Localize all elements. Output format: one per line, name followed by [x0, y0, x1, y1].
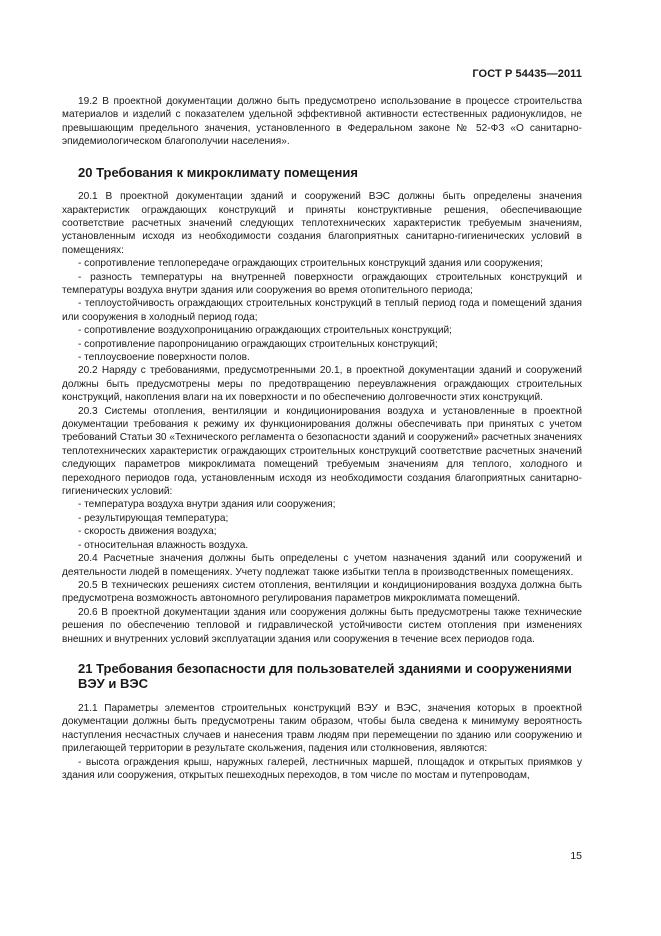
paragraph-20-2: 20.2 Наряду с требованиями, предусмотренными 20.1, в проектной документации зданий и сооружений должны быть предусмотрены меры по предотвращению переувлажнения ограждающих строительных конструкций, накопления влаги на их поверхности и по обеспечению долговечности этих конструкций.	[62, 365, 582, 404]
list-item: - теплоусвоение поверхности полов.	[78, 352, 250, 363]
page-number: 15	[570, 850, 582, 862]
section-heading-20: 20 Требования к микроклимату помещения	[78, 164, 358, 180]
paragraph-20-4: 20.4 Расчетные значения должны быть определены с учетом назначения зданий или сооружений и деятельности людей в помещениях. Учету подлежат также избытки тепла в производственных помещениях.	[62, 553, 582, 578]
list-item: - разность температуры на внутренней поверхности ограждающих строительных конструкций и температуры воздуха внутри здания или сооружения во время отопительного периода;	[62, 271, 582, 296]
list-item: - теплоустойчивость ограждающих строительных конструкций в теплый период года и помещений здания или сооружения в холодный период года;	[62, 298, 582, 323]
paragraph-19-2: 19.2 В проектной документации должно быть предусмотрено использование в процессе строительства материалов и изделий с показателем удельной эффективной активности естественных радионуклидов, не превышающим предельного значения, установленного в Федеральном законе № 52-ФЗ «О санитарно-эпидемиологическом благополучии населения».	[62, 96, 582, 148]
document-code: ГОСТ Р 54435—2011	[472, 68, 582, 80]
list-item: - сопротивление паропроницанию ограждающих строительных конструкций;	[78, 338, 438, 350]
paragraph-20-6: 20.6 В проектной документации здания или сооружения должны быть предусмотрены также технические решения по обеспечению тепловой и гидравлической устойчивости систем отопления при изменениях внешних и внутренних условий эксплуатации здания или сооружения в течение всех периодов года.	[62, 606, 582, 645]
list-item: - высота ограждения крыш, наружных галерей, лестничных маршей, площадок и открытых приямков у здания или сооружения, открытых пешеходных переходов, в том числе по мостам и путепроводам,	[62, 756, 582, 781]
list-item: - сопротивление теплопередаче ограждающих строительных конструкций здания или сооружения;	[78, 258, 543, 270]
list-item: - температура воздуха внутри здания или сооружения;	[78, 499, 336, 511]
list-item: - сопротивление воздухопроницанию ограждающих строительных конструкций;	[78, 325, 452, 337]
paragraph-21-1: 21.1 Параметры элементов строительных конструкций ВЭУ и ВЭС, значения которых в проектной документации должны быть предусмотрены таким образом, чтобы была сведена к минимуму вероятность наступления несчастных случаев и нанесения травм людям при перемещении по зданию или сооружению и прилегающей территории в результате скольжения, падения или столкновения, являются:	[62, 702, 582, 755]
paragraph-20-1: 20.1 В проектной документации зданий и сооружений ВЭС должны быть определены значения характеристик ограждающих конструкций и приняты конструктивные решения, обеспечивающие соответствие расчетных значений следующих теплотехнических характеристик требуемым значениям, установленным исходя из необходимости создания благоприятных санитарно-гигиенических условий в помещениях:	[62, 191, 582, 256]
section-heading-21: 21 Требования безопасности для пользователей зданиями и сооружениями ВЭУ и ВЭС	[78, 660, 572, 692]
list-item: - результирующая температура;	[78, 512, 229, 524]
paragraph-20-5: 20.5 В технических решениях систем отопления, вентиляции и кондиционирования воздуха должна быть предусмотрена возможность автономного регулирования параметров микроклимата помещений.	[62, 579, 582, 605]
list-item: - относительная влажность воздуха.	[78, 539, 249, 551]
paragraph-20-3: 20.3 Системы отопления, вентиляции и кондиционирования воздуха и установленные в проектной документации требования к режиму их функционирования должны обеспечивать при принятых с учетом требований Статьи 30 «Технического регламента о безопасности зданий и сооружений» расчетных значениях теплотехнических характеристик ограждающих строительных конструкций соответствие расчетных значений следующих параметров микроклимата помещений требуемым значениям для теплого, холодного и переходного периодов года, установленным исходя из необходимости создания благоприятных санитарно-гигиенических условий:	[62, 405, 582, 498]
document-body	[62, 95, 582, 782]
list-item: - скорость движения воздуха;	[78, 526, 217, 538]
